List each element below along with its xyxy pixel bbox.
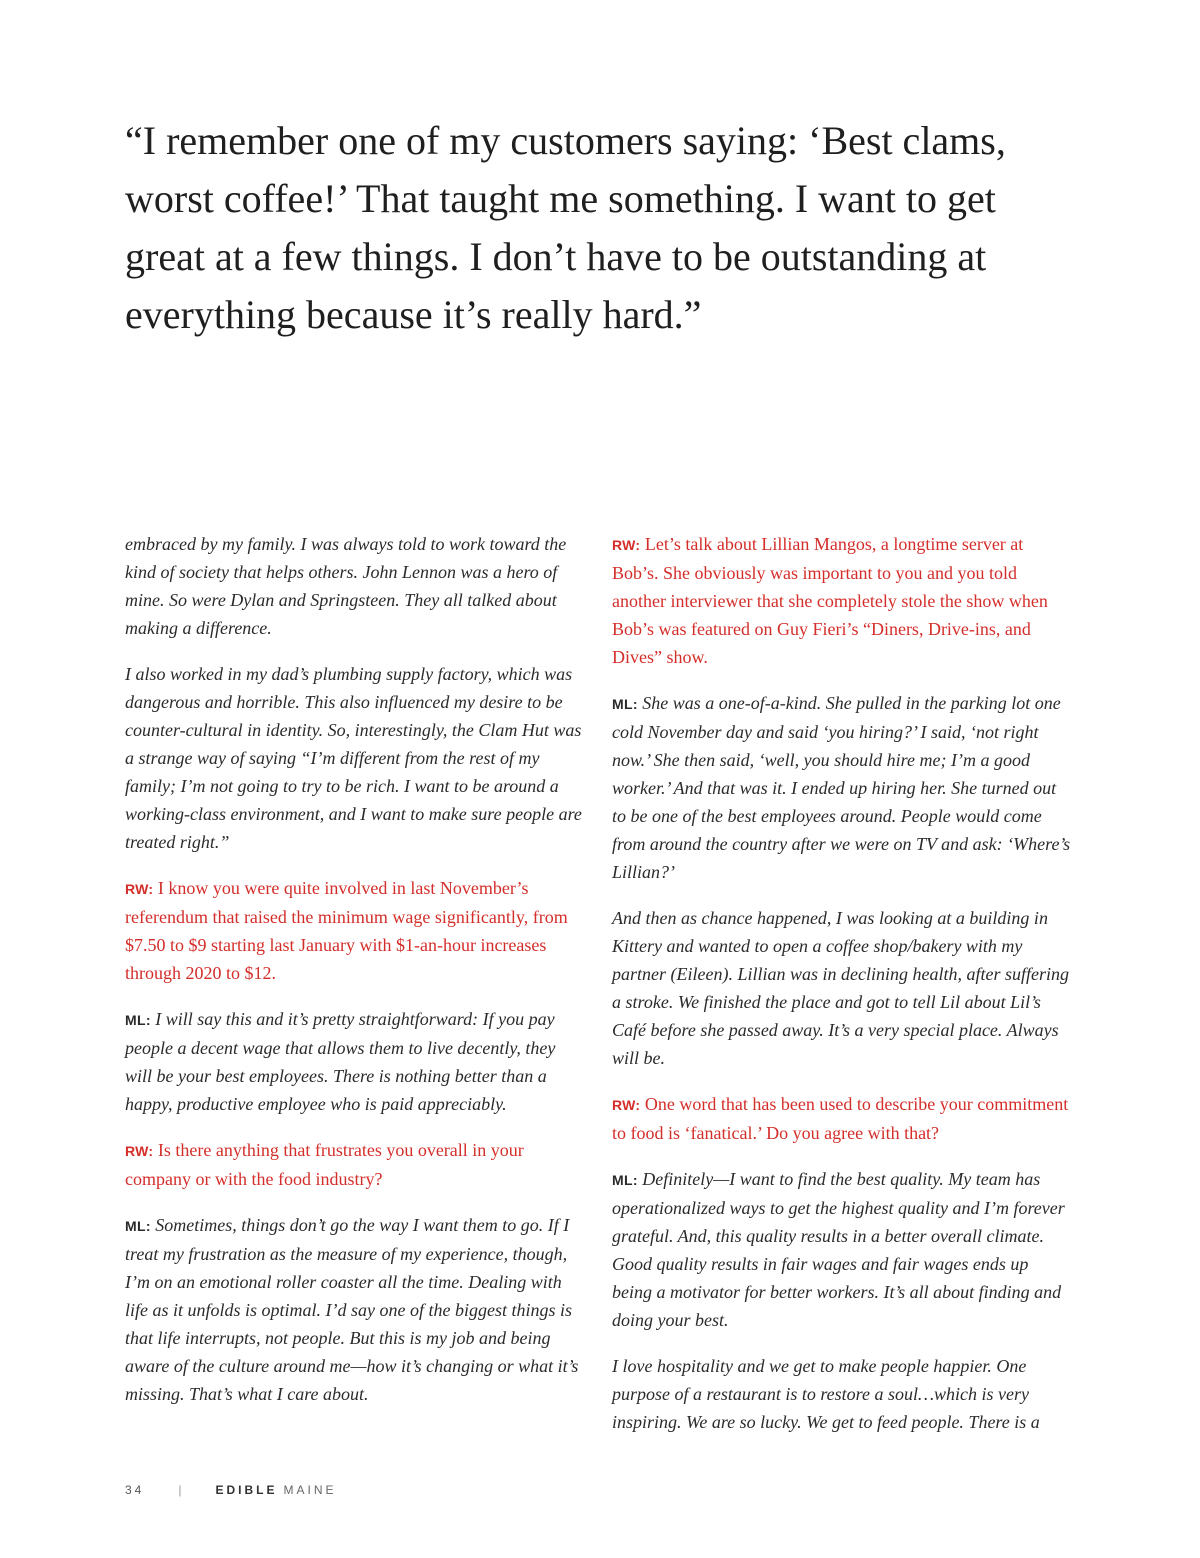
paragraph-text: I know you were quite involved in last November’s referendum that raised the minimum wage significantly, from $7.50 to $9 starting last January with $1-an-hour increases through 2020 to $12. (125, 878, 568, 983)
interview-answer (612, 689, 1072, 886)
interview-answer (125, 1211, 585, 1408)
paragraph-text: Is there anything that frustrates you overall in your company or with the food industry? (125, 1140, 524, 1189)
right-column (612, 530, 1072, 1454)
interview-answer (612, 904, 1072, 1072)
interview-answer (612, 1165, 1072, 1334)
interviewer-question (125, 874, 585, 987)
page-footer (125, 1483, 337, 1497)
paragraph-text: One word that has been used to describe your commitment to food is ‘fanatical.’ Do you agree with that? (612, 1094, 1069, 1143)
paragraph-text: I also worked in my dad’s plumbing supply factory, which was dangerous and horrible. This also influenced my desire to be counter-cultural in identity. So, interestingly, the Clam Hut was a strange way of saying “I’m different from the rest of my family; I’m not going to try to be rich. I want to be around a working-class environment, and I want to make sure people are treated right.” (125, 664, 582, 852)
pull-quote: “I remember one of my customers saying: ‘Best clams, worst coffee!’ That taught me something. I want to get great at a few things. I don’t have to be outstanding at everything because it’s really hard.” (125, 118, 1006, 337)
paragraph-text: Let’s talk about Lillian Mangos, a longtime server at Bob’s. She obviously was important to you and you told another interviewer that she completely stole the show when Bob’s was featured on Guy Fieri’s “Diners, Drive-ins, and Dives” show. (612, 534, 1048, 667)
paragraph-text: embraced by my family. I was always told to work toward the kind of society that helps others. John Lennon was a hero of mine. So were Dylan and Springsteen. They all talked about making a difference. (125, 534, 567, 638)
left-column (125, 530, 585, 1426)
speaker-label: RW: (125, 1143, 154, 1159)
paragraph-text: Sometimes, things don’t go the way I want them to go. If I treat my frustration as the measure of my experience, though, I’m on an emotional roller coaster all the time. Dealing with life as it unfolds is optimal. I’d say one of the biggest things is that life interrupts, not people. But this is my job and being aware of the culture around me—how it’s changing or what it’s missing. That’s what I care about. (125, 1215, 579, 1404)
interviewer-question (612, 1090, 1072, 1147)
interview-answer (125, 660, 585, 856)
speaker-label: ML: (125, 1218, 151, 1234)
interviewer-question (612, 530, 1072, 671)
footer-separator: | (178, 1483, 182, 1497)
paragraph-text: Definitely—I want to find the best quality. My team has operationalized ways to get the highest quality and I’m forever grateful. And, this quality results in a better overall climate. Good quality results in fair wages and fair wages ends up being a motivator for better workers. It’s all about finding and doing your best. (612, 1169, 1065, 1330)
speaker-label: RW: (612, 537, 641, 553)
speaker-label: ML: (125, 1012, 151, 1028)
paragraph-text: And then as chance happened, I was looking at a building in Kittery and wanted to open a coffee shop/bakery with my partner (Eileen). Lillian was in declining health, after suffering a stroke. We finished the place and got to tell Lil about Lil’s Café before she passed away. It’s a very special place. Always will be. (612, 908, 1069, 1068)
paragraph-text: She was a one-of-a-kind. She pulled in the parking lot one cold November day and said ‘you hiring?’ I said, ‘not right now.’ She then said, ‘well, you should hire me; I’m a good worker.’ And that was it. I ended up hiring her. She turned out to be one of the best employees around. People would come from around the country after we were on TV and ask: ‘Where’s Lillian?’ (612, 693, 1071, 882)
interview-answer (125, 1005, 585, 1118)
speaker-label: ML: (612, 1172, 638, 1188)
page-number: 34 (125, 1483, 145, 1497)
paragraph-text: I will say this and it’s pretty straightforward: If you pay people a decent wage that allows them to live decently, they will be your best employees. There is nothing better than a happy, productive employee who is paid appreciably. (125, 1009, 556, 1114)
speaker-label: ML: (612, 696, 638, 712)
speaker-label: RW: (125, 881, 154, 897)
speaker-label: RW: (612, 1097, 641, 1113)
interview-answer (612, 1352, 1072, 1436)
interviewer-question (125, 1136, 585, 1193)
paragraph-text: I love hospitality and we get to make people happier. One purpose of a restaurant is to restore a soul…which is very inspiring. We are so lucky. We get to feed people. There is a (612, 1356, 1040, 1432)
interview-answer (125, 530, 585, 642)
publication-brand: EDIBLE (215, 1483, 278, 1497)
publication-region: MAINE (283, 1483, 337, 1497)
